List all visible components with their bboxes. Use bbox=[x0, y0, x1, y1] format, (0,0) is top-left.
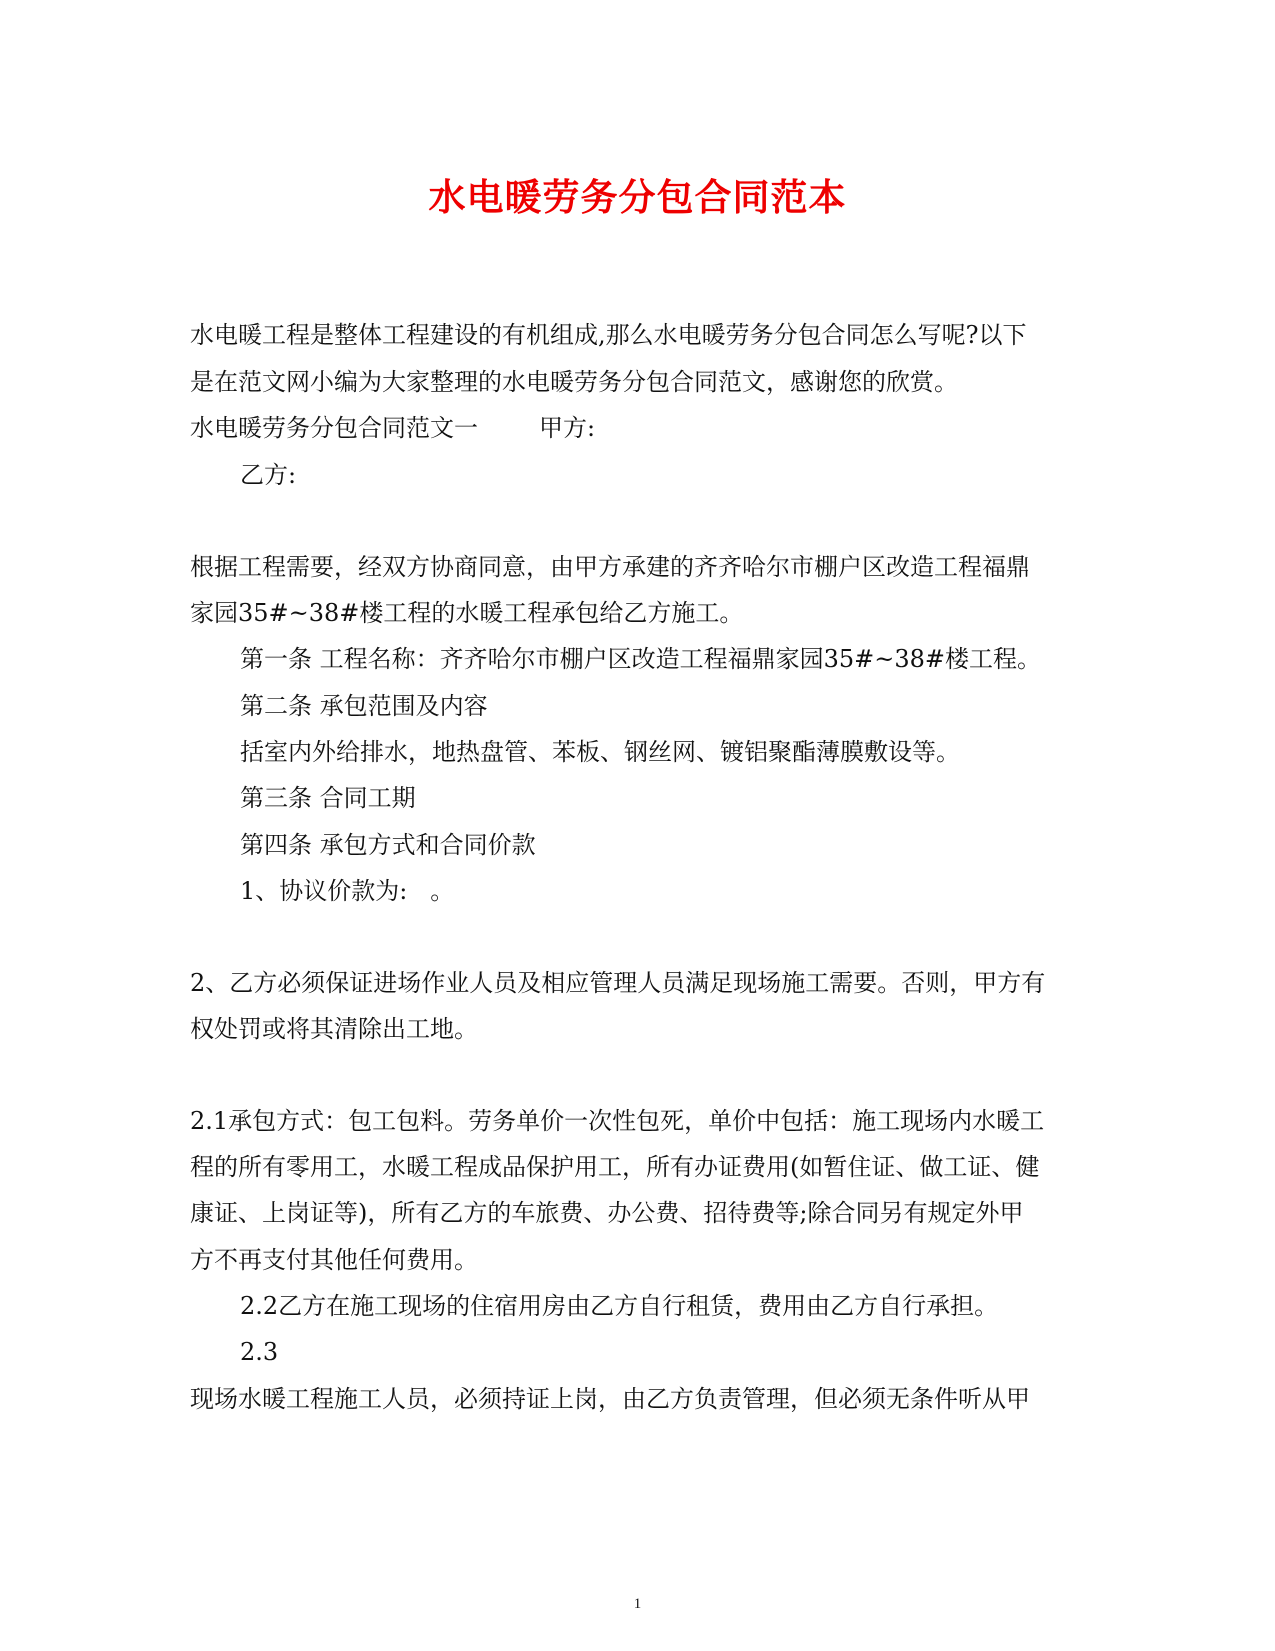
clause-1-price: 1、协议价款为: 。 bbox=[240, 877, 455, 905]
clause-2-1-line-3: 康证、上岗证等)，所有乙方的车旅费、办公费、招待费等;除合同另有规定外甲 bbox=[190, 1199, 1024, 1227]
clause-2-2: 2.2乙方在施工现场的住宿用房由乙方自行租赁，费用由乙方自行承担。 bbox=[240, 1292, 999, 1320]
clause-2-line-1: 2、乙方必须保证进场作业人员及相应管理人员满足现场施工需要。否则，甲方有 bbox=[190, 969, 1046, 997]
intro-line-1: 水电暖工程是整体工程建设的有机组成,那么水电暖劳务分包合同怎么写呢?以下 bbox=[190, 321, 1027, 349]
article-4-heading: 第四条 承包方式和合同价款 bbox=[240, 831, 536, 859]
clause-2-3-number: 2.3 bbox=[240, 1338, 279, 1366]
document-title: 水电暖劳务分包合同范本 bbox=[428, 175, 847, 219]
preamble-line-1: 根据工程需要，经双方协商同意，由甲方承建的齐齐哈尔市棚户区改造工程福鼎 bbox=[190, 553, 1030, 581]
intro-line-2: 是在范文网小编为大家整理的水电暖劳务分包合同范文，感谢您的欣赏。 bbox=[190, 368, 958, 396]
preamble-line-2: 家园35#~38#楼工程的水暖工程承包给乙方施工。 bbox=[190, 599, 744, 627]
article-1: 第一条 工程名称：齐齐哈尔市棚户区改造工程福鼎家园35#~38#楼工程。 bbox=[240, 645, 1042, 673]
party-b-label: 乙方: bbox=[240, 461, 297, 489]
clause-2-1-line-2: 程的所有零用工，水暖工程成品保护用工，所有办证费用(如暂住证、做工证、健 bbox=[190, 1153, 1040, 1181]
clause-2-1-line-1: 2.1承包方式：包工包料。劳务单价一次性包死，单价中包括：施工现场内水暖工 bbox=[190, 1107, 1045, 1135]
clause-2-line-2: 权处罚或将其清除出工地。 bbox=[190, 1015, 478, 1043]
article-2-heading: 第二条 承包范围及内容 bbox=[240, 692, 488, 720]
article-3-heading: 第三条 合同工期 bbox=[240, 784, 416, 812]
clause-2-3-line-1: 现场水暖工程施工人员，必须持证上岗，由乙方负责管理，但必须无条件听从甲 bbox=[190, 1385, 1030, 1413]
clause-2-1-line-4: 方不再支付其他任何费用。 bbox=[190, 1246, 478, 1274]
sample-heading-party-a: 水电暖劳务分包合同范文一 甲方: bbox=[190, 414, 596, 442]
page-number: 1 bbox=[633, 1596, 642, 1612]
article-2-content: 括室内外给排水，地热盘管、苯板、钢丝网、镀铝聚酯薄膜敷设等。 bbox=[240, 738, 960, 766]
